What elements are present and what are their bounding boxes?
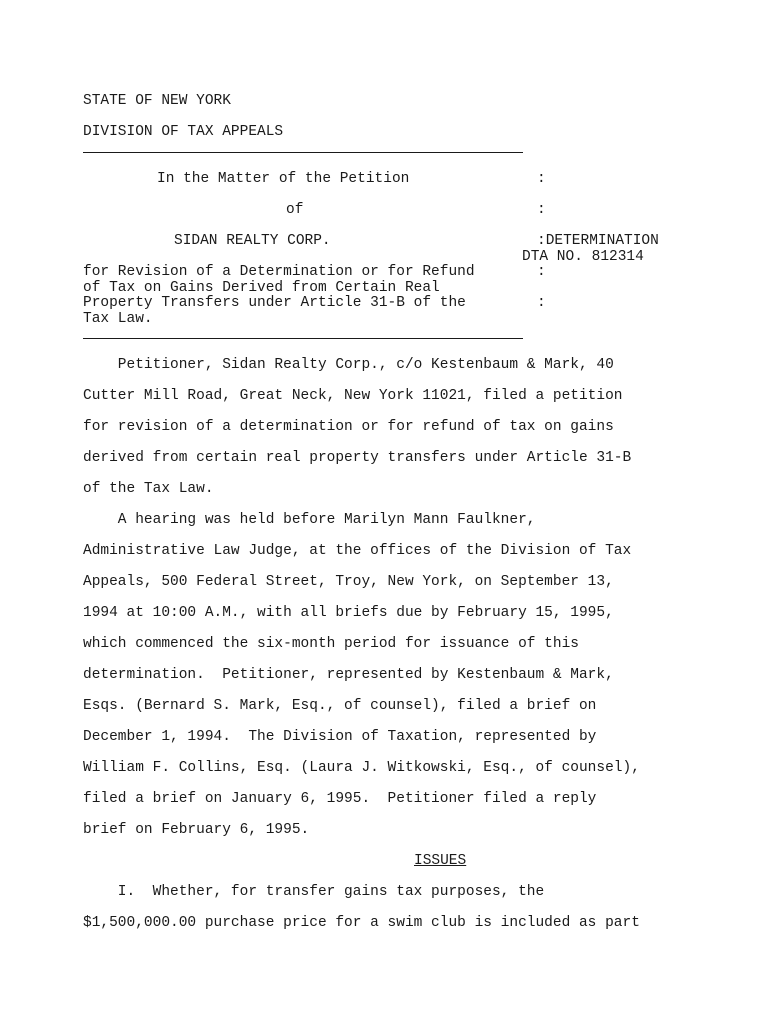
body-line: brief on February 6, 1995. <box>83 822 310 838</box>
body-line: for revision of a determination or for refund of tax on gains <box>83 419 614 435</box>
body-line: derived from certain real property transfers under Article 31-B <box>83 450 632 466</box>
body-line: William F. Collins, Esq. (Laura J. Witkowski, Esq., of counsel), <box>83 760 640 776</box>
body-line: of the Tax Law. <box>83 481 214 497</box>
body-line: 1994 at 10:00 A.M., with all briefs due by February 15, 1995, <box>83 605 614 621</box>
caption-top-rule <box>83 152 523 153</box>
body-line: which commenced the six-month period for issuance of this <box>83 636 579 652</box>
issue-line: $1,500,000.00 purchase price for a swim club is included as part <box>83 915 640 931</box>
dta-number: DTA NO. 812314 <box>522 248 644 265</box>
caption-purpose-line: of Tax on Gains Derived from Certain Real <box>83 279 440 296</box>
division-heading: DIVISION OF TAX APPEALS <box>83 124 284 140</box>
caption-colon: : <box>537 295 546 311</box>
caption-purpose-line: Tax Law. <box>83 310 153 327</box>
caption-colon: : <box>537 171 546 187</box>
caption-colon: : <box>537 264 546 280</box>
body-line: Administrative Law Judge, at the offices of the Division of Tax <box>83 543 632 559</box>
body-line: December 1, 1994. The Division of Taxation, represented by <box>83 729 597 745</box>
body-line: Appeals, 500 Federal Street, Troy, New York, on September 13, <box>83 574 614 590</box>
caption-petitioner: SIDAN REALTY CORP. <box>174 233 331 249</box>
issues-heading: ISSUES <box>414 853 467 869</box>
caption-purpose-line: for Revision of a Determination or for Refund <box>83 264 475 280</box>
caption-matter: In the Matter of the Petition <box>157 171 410 187</box>
body-line: filed a brief on January 6, 1995. Petitioner filed a reply <box>83 791 597 807</box>
body-line: determination. Petitioner, represented by Kestenbaum & Mark, <box>83 667 614 683</box>
body-line: Petitioner, Sidan Realty Corp., c/o Kestenbaum & Mark, 40 <box>83 357 614 373</box>
body-line: A hearing was held before Marilyn Mann Faulkner, <box>83 512 536 528</box>
caption-bottom-rule <box>83 338 523 339</box>
issue-line: I. Whether, for transfer gains tax purposes, the <box>83 884 545 900</box>
state-heading: STATE OF NEW YORK <box>83 93 231 109</box>
body-line: Esqs. (Bernard S. Mark, Esq., of counsel), filed a brief on <box>83 698 597 714</box>
determination-label: :DETERMINATION <box>537 233 659 249</box>
caption-of: of <box>286 202 304 218</box>
body-line: Cutter Mill Road, Great Neck, New York 11021, filed a petition <box>83 388 623 404</box>
caption-colon: : <box>537 202 546 218</box>
caption-purpose-line: Property Transfers under Article 31-B of the <box>83 295 466 311</box>
